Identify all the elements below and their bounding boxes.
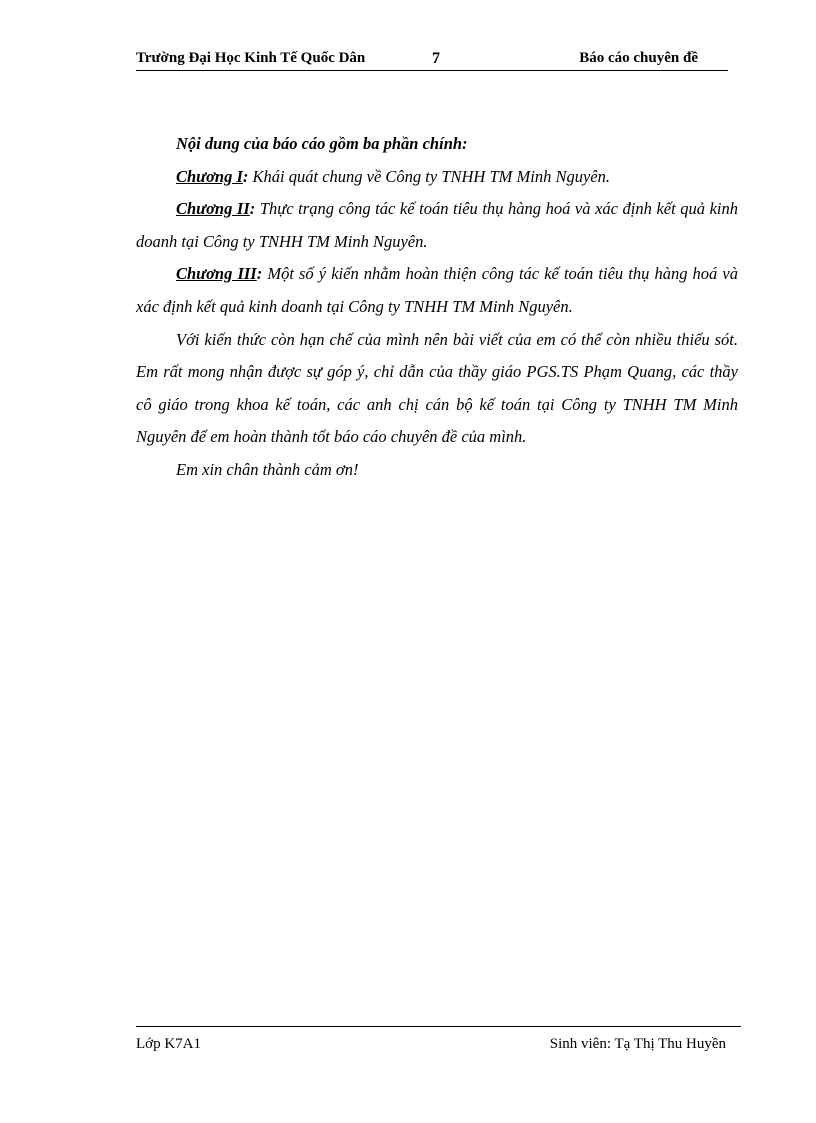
chapter-1-separator: :	[242, 166, 249, 186]
chapter-1-paragraph	[136, 161, 738, 194]
chapter-3-paragraph	[136, 258, 738, 323]
intro-heading: Nội dung của báo cáo gồm ba phần chính:	[176, 134, 468, 153]
header-school-name: Trường Đại Học Kinh Tế Quốc Dân	[136, 50, 366, 66]
chapter-2-label: Chương II	[176, 199, 250, 219]
chapter-2-separator: :	[249, 199, 256, 219]
chapter-3-label: Chương III	[176, 264, 257, 284]
closing-paragraph: Với kiến thức còn hạn chế của mình nên bài viết của em có thể còn nhiều thiếu sót. Em rất mong nhận được sự góp ý, chỉ dẫn của thầy giáo PGS.TS Phạm Quang, các thầy cô giáo trong khoa kế toán, các anh chị cán bộ kế toán tại Công ty TNHH TM Minh Nguyên để em hoàn thành tốt báo cáo chuyên đề của mình.	[136, 329, 738, 447]
header-report-title: Báo cáo chuyên đề	[579, 50, 698, 66]
footer-class-label: Lớp K7A1	[136, 1036, 202, 1052]
chapter-3-text: Một số ý kiến nhằm hoàn thiện công tác kế toán tiêu thụ hàng hoá và xác định kết quả kinh doanh tại Công ty TNHH TM Minh Nguyên.	[136, 264, 738, 316]
document-body	[136, 128, 738, 487]
footer-student-name: Sinh viên: Tạ Thị Thu Huyền	[549, 1036, 726, 1052]
page-header	[136, 48, 728, 71]
chapter-2-paragraph	[136, 193, 738, 258]
chapter-1-text: Khái quát chung về Công ty TNHH TM Minh Nguyên.	[248, 166, 611, 186]
chapter-3-separator: :	[256, 264, 263, 284]
footer-divider	[136, 1026, 741, 1027]
header-page-number: 7	[432, 50, 440, 67]
chapter-2-text: Thực trạng công tác kế toán tiêu thụ hàng hoá và xác định kết quả kinh doanh tại Công ty TNHH TM Minh Nguyên.	[136, 199, 738, 251]
chapter-1-label: Chương I	[176, 166, 243, 186]
thanks-line: Em xin chân thành cảm ơn!	[176, 459, 359, 479]
